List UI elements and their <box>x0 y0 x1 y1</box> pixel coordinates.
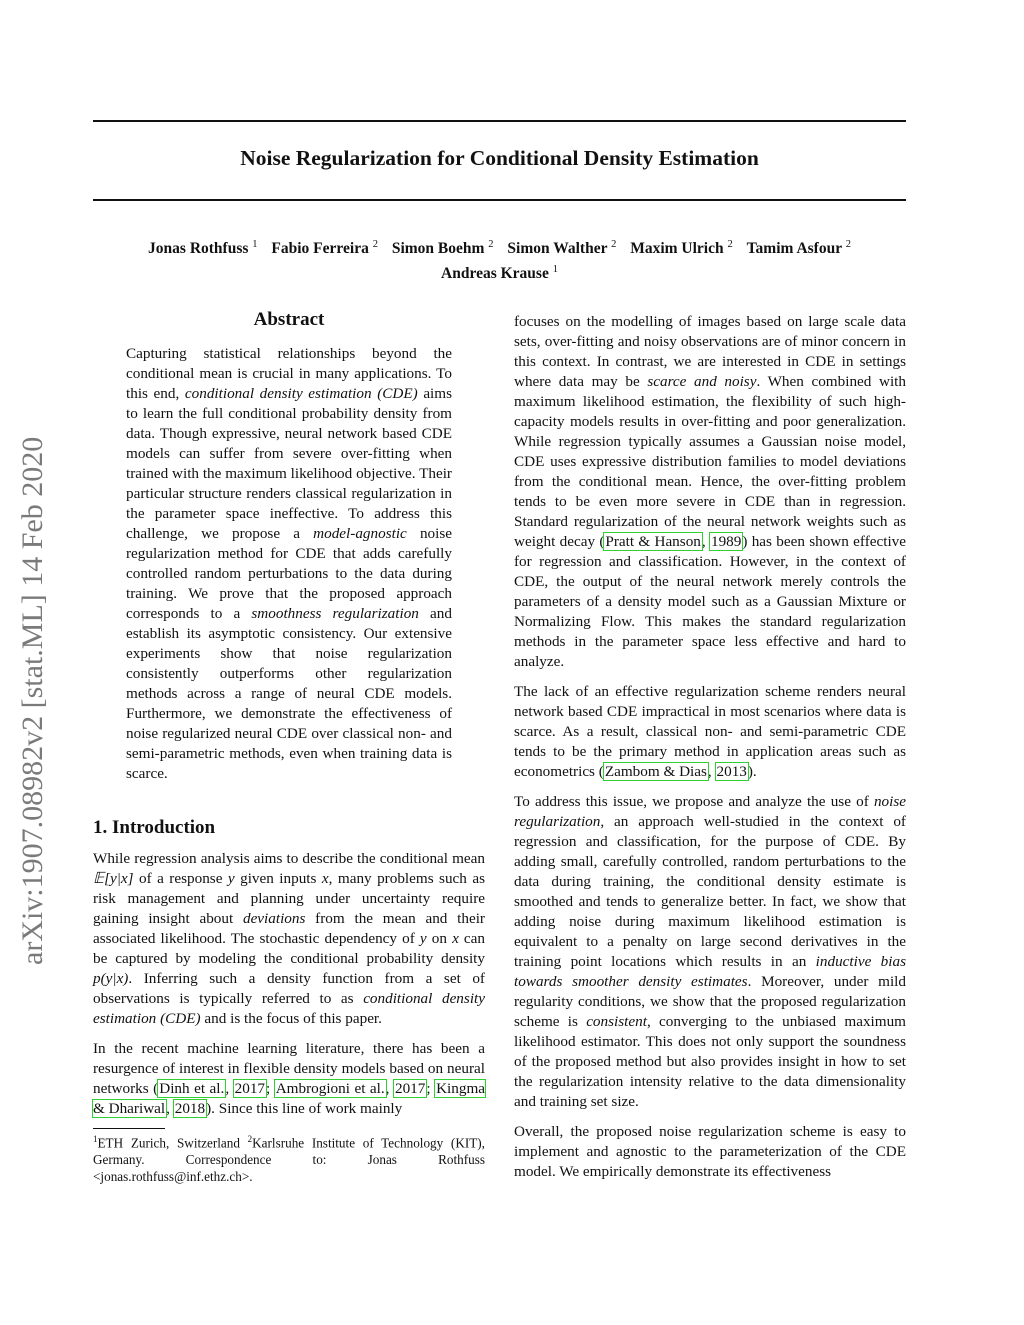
author: Tamim Asfour $^2$ <box>746 239 851 258</box>
section-heading-introduction: 1. Introduction <box>93 817 216 838</box>
arxiv-identifier-stamp: arXiv:1907.08982v2 [stat.ML] 14 Feb 2020 <box>16 436 49 965</box>
author: Maxim Ulrich $^2$ <box>630 239 733 258</box>
paragraph: Overall, the proposed noise regularization scheme is easy to implement and agnostic to the parameterization of the CDE model. We empirically demonstrate its effectiveness <box>514 1123 906 1180</box>
citation-link[interactable]: Dinh et al. <box>159 1080 225 1097</box>
footnote: $^1$ETH Zurich, Switzerland $^2$Karlsruhe Institute of Technology (KIT), Germany. Correspondence to: Jonas Rothfuss <jonas.rothfuss@inf.ethz.ch>. <box>93 1134 485 1185</box>
citation-link[interactable]: Pratt & Hanson <box>605 533 701 550</box>
citation-link[interactable]: 2017 <box>234 1080 265 1097</box>
paragraph: In the recent machine learning literature, there has been a resurgence of interest in flexible density models based on neural networks (Dinh et al., 2017; Ambrogioni et al., 2017; Kingma & Dhariwal, 2018). Since this line of work mainly <box>93 1040 485 1117</box>
footnote-rule <box>93 1128 165 1129</box>
citation-link[interactable]: 2018 <box>174 1100 206 1117</box>
citation-link[interactable]: 1989 <box>710 533 742 550</box>
author: Andreas Krause $^1$ <box>441 264 558 283</box>
author: Simon Boehm $^2$ <box>391 239 494 258</box>
author-list <box>93 234 906 284</box>
title-rule-bottom <box>93 199 906 201</box>
paragraph: To address this issue, we propose and analyze the use of noise regularization, an approach well-studied in the context of regression and classification, for the purpose of CDE. By adding small, carefully controlled, random perturbations to the data during training, the conditional density estimate is smoothed and tends to generalize better. In fact, we show that adding noise during maximum likelihood estimation is equivalent to a penalty on large second derivatives in the training point locations which results in an inductive bias towards smoother density estimates. Moreover, under mild regularity conditions, we show that the proposed regularization scheme is consistent, converging to the unbiased maximum likelihood estimator. This does not only support the soundness of the proposed method but also provides insight in how to set the regularization intensity relative to the data dimensionality and training set size. <box>514 793 906 1110</box>
introduction-body <box>93 849 485 1129</box>
paragraph: focuses on the modelling of images based on large scale data sets, over-fitting and noisy observations are of minor concern in this context. In contrast, we are interested in CDE in settings where data may be scarce and noisy. When combined with maximum likelihood estimation, the flexibility of such high-capacity models results in over-fitting and poor generalization. While regression typically assumes a Gaussian noise model, CDE uses expressive distribution families to model deviations from the conditional mean. Hence, the over-fitting problem tends to be even more severe in CDE than in regression. Standard regularization of the neural network weights such as weight decay (Pratt & Hanson, 1989) has been shown effective for regression and classification. However, in the context of CDE, the output of the neural network merely controls the parameters of a density model such as a Gaussian Mixture or Normalizing Flow. This makes the standard regularization methods in the parameter space less effective and hard to analyze. <box>514 313 907 670</box>
citation-link[interactable]: Zambom & Dias <box>604 763 707 780</box>
author: Jonas Rothfuss $^1$ <box>148 239 258 258</box>
abstract-text: Capturing statistical relationships beyond the conditional mean is crucial in many applications. To this end, conditional density estimation (CDE) aims to learn the full conditional probability density from data. Though expressive, neural network based CDE models can suffer from severe over-fitting when trained with the maximum likelihood objective. Their particular structure renders classical regularization in the parameter space ineffective. To address this challenge, we propose a model-agnostic noise regularization method for CDE that adds carefully controlled random perturbations to the data during training. We prove that the proposed approach corresponds to a smoothness regularization and establish its asymptotic consistency. Our extensive experiments show that noise regularization consistently outperforms other regularization methods across a range of neural CDE models. Furthermore, we demonstrate the effectiveness of noise regularized neural CDE over classical non- and semi-parametric methods, even when training data is scarce. <box>126 345 452 782</box>
paper-title: Noise Regularization for Conditional Density Estimation <box>240 146 759 170</box>
author: Fabio Ferreira $^2$ <box>271 239 378 258</box>
citation-link[interactable]: 2013 <box>716 763 747 780</box>
paragraph: The lack of an effective regularization scheme renders neural network based CDE impractical in most scenarios where data is scarce. As a result, classical non- and semi-parametric CDE tends to be the primary method in application areas such as econometrics (Zambom & Dias, 2013). <box>514 683 906 780</box>
citation-link[interactable]: 2017 <box>394 1080 426 1097</box>
abstract-heading: Abstract <box>253 309 325 330</box>
paragraph: While regression analysis aims to describe the conditional mean 𝔼[y|x] of a response y given inputs x, many problems such as risk management and planning under uncertainty require gaining insight about deviations from the mean and their associated likelihood. The stochastic dependency of y on x can be captured by modeling the conditional probability density p(y|x). Inferring such a density function from a set of observations is typically referred to as conditional density estimation (CDE) and is the focus of this paper. <box>93 850 486 1027</box>
author: Simon Walther $^2$ <box>507 239 617 258</box>
citation-link[interactable]: Kingma & Dhariwal <box>93 1080 485 1117</box>
citation-link[interactable]: Ambrogioni et al. <box>275 1080 385 1097</box>
title-rule-top <box>93 120 906 122</box>
right-column <box>514 312 906 1192</box>
